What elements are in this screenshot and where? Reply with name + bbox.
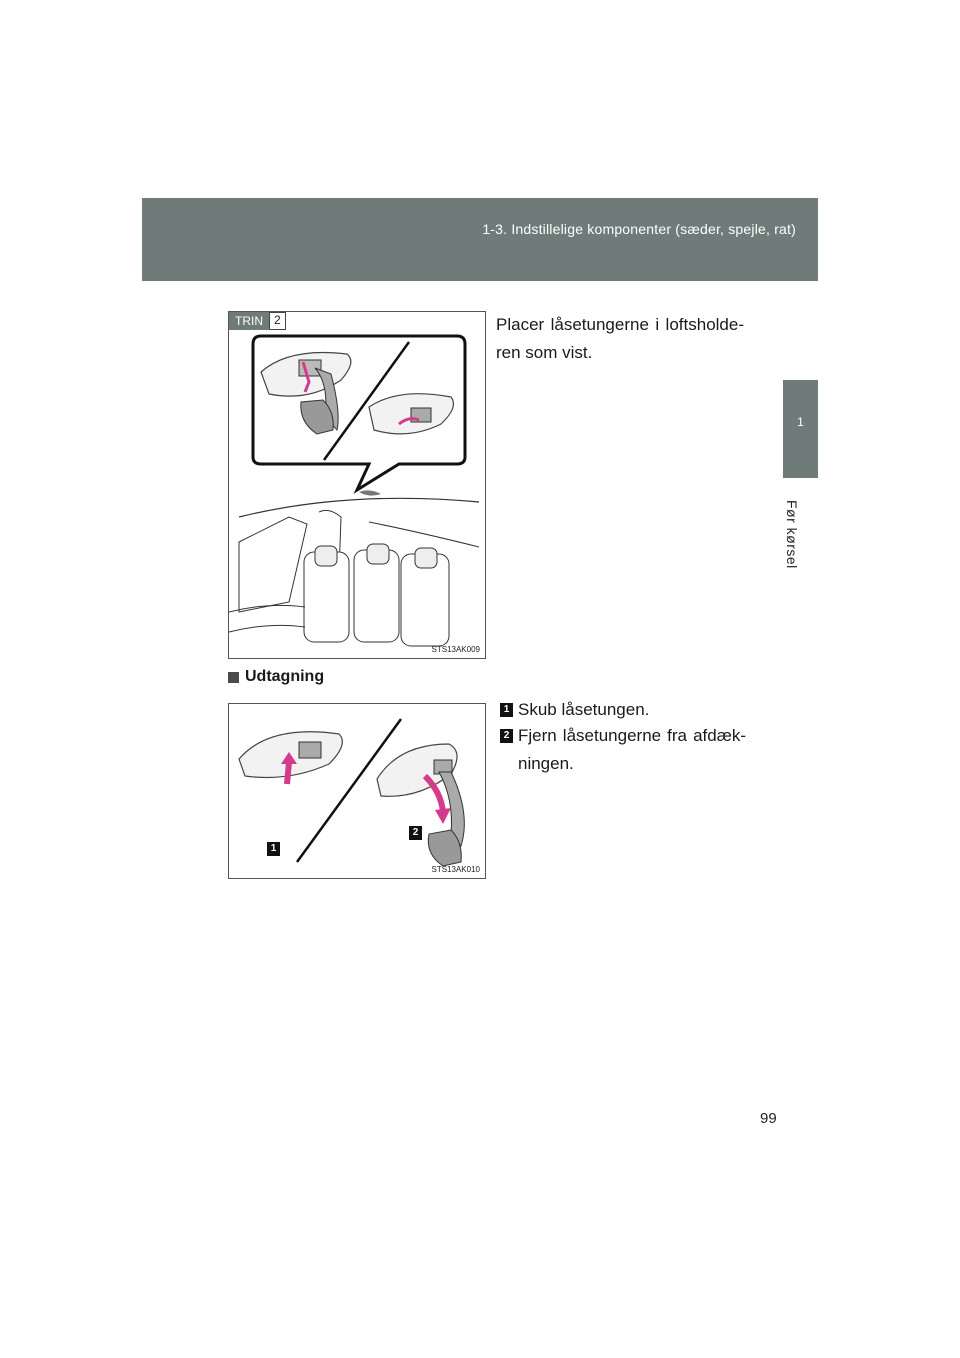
square-bullet-icon — [228, 672, 239, 683]
page-number: 99 — [760, 1110, 777, 1127]
step-badge-number: 2 — [269, 312, 286, 330]
figure-removal — [228, 703, 486, 879]
figure-code: STS13AK010 — [431, 865, 480, 874]
figure-ceiling-holder — [228, 311, 486, 659]
chapter-tab — [783, 380, 818, 478]
step-number-box: 2 — [500, 729, 513, 743]
step-2 — [500, 722, 746, 778]
illustration-rear-seats — [229, 312, 485, 658]
step-number-box: 1 — [500, 703, 513, 717]
figure-callout-1: 1 — [267, 842, 280, 856]
header-band — [142, 198, 818, 281]
step-text: Fjern låsetungerne fra afdæk-ningen. — [518, 726, 746, 773]
section-title: 1-3. Indstillelige komponenter (sæder, spejle, rat) — [482, 221, 796, 237]
section-heading-text: Udtagning — [245, 668, 325, 685]
step-badge-label: TRIN — [229, 312, 269, 330]
chapter-number: 1 — [797, 415, 804, 429]
figure-code: STS13AK009 — [431, 645, 480, 654]
chapter-label: Før kørsel — [784, 500, 800, 569]
section-heading — [228, 668, 324, 686]
instruction-paragraph: Placer låsetungerne i loftsholde-ren som vist. — [496, 315, 744, 362]
figure-callout-2: 2 — [409, 826, 422, 840]
step-1 — [500, 696, 746, 724]
step-text: Skub låsetungen. — [518, 700, 650, 719]
